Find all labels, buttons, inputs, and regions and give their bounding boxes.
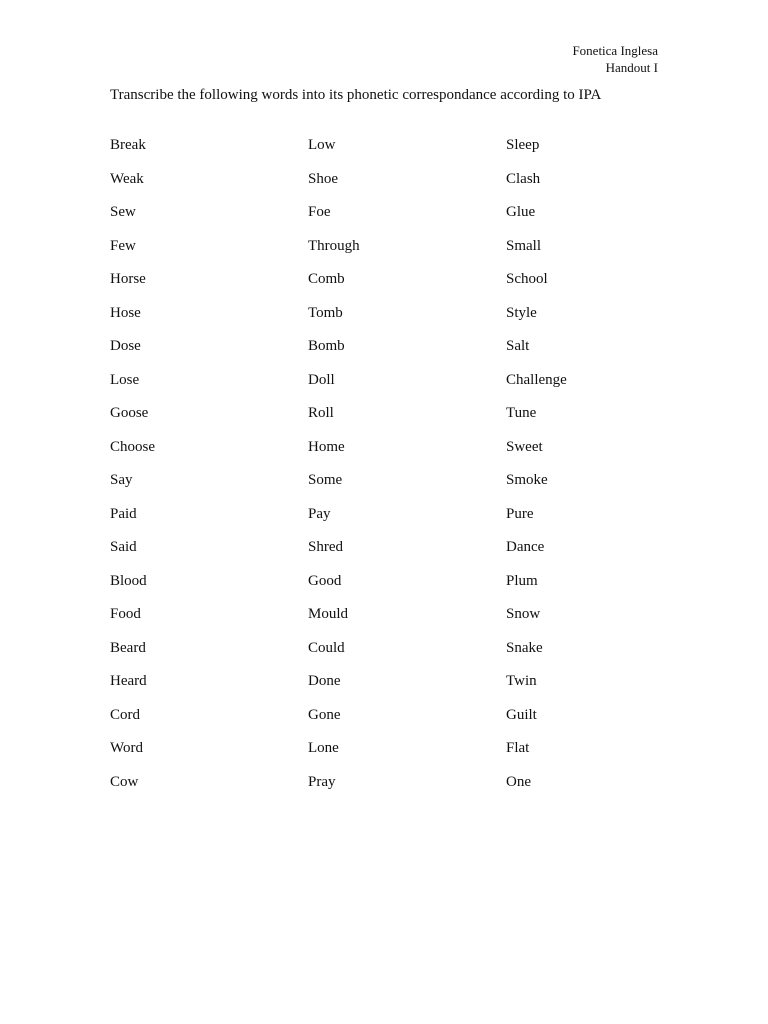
word-item: Lose bbox=[110, 371, 140, 388]
word-item: Small bbox=[506, 237, 542, 254]
word-item: Glue bbox=[506, 204, 536, 220]
word-item: Sweet bbox=[506, 438, 543, 455]
word-item: Sew bbox=[110, 204, 136, 220]
word-item: Plum bbox=[506, 572, 538, 589]
word-item: Pray bbox=[308, 773, 336, 790]
word-item: Done bbox=[308, 673, 341, 689]
page-header bbox=[572, 42, 658, 76]
word-item: Beard bbox=[110, 639, 146, 656]
word-item: Some bbox=[308, 472, 343, 488]
word-item: Few bbox=[110, 237, 136, 254]
word-item: Pure bbox=[506, 505, 534, 522]
word-item: Dance bbox=[506, 539, 545, 555]
word-item: Break bbox=[110, 137, 146, 153]
word-item: Challenge bbox=[506, 371, 567, 388]
word-column-1 bbox=[110, 135, 308, 805]
word-item: Clash bbox=[506, 170, 541, 187]
word-item: Say bbox=[110, 472, 133, 488]
handout-label: Handout I bbox=[605, 60, 658, 75]
word-item: Weak bbox=[110, 170, 144, 187]
word-item: Shred bbox=[308, 539, 343, 555]
word-item: Tomb bbox=[308, 304, 343, 321]
word-item: Snow bbox=[506, 606, 541, 622]
word-item: Goose bbox=[110, 405, 149, 421]
word-item: Paid bbox=[110, 505, 137, 522]
word-item: Style bbox=[506, 304, 537, 321]
word-item: Flat bbox=[506, 740, 530, 756]
word-item: Choose bbox=[110, 438, 155, 455]
word-item: Could bbox=[308, 639, 345, 656]
word-item: Lone bbox=[308, 740, 339, 756]
word-item: Dose bbox=[110, 338, 141, 354]
word-item: Cow bbox=[110, 773, 139, 790]
word-item: Blood bbox=[110, 572, 147, 589]
instruction-text: Transcribe the following words into its phonetic correspondance according to IPA bbox=[110, 87, 602, 103]
word-item: Through bbox=[308, 237, 360, 254]
word-item: Smoke bbox=[506, 472, 548, 488]
word-item: Salt bbox=[506, 338, 530, 354]
word-item: Hose bbox=[110, 304, 141, 321]
word-item: Shoe bbox=[308, 170, 338, 187]
word-column-3 bbox=[506, 135, 670, 805]
word-item: Food bbox=[110, 606, 141, 622]
word-item: Roll bbox=[308, 405, 334, 421]
word-column-2 bbox=[308, 135, 506, 805]
word-item: Pay bbox=[308, 505, 331, 522]
word-item: Doll bbox=[308, 371, 335, 388]
word-item: Word bbox=[110, 740, 143, 756]
word-item: One bbox=[506, 773, 531, 790]
word-item: School bbox=[506, 271, 548, 287]
word-item: Snake bbox=[506, 639, 543, 656]
word-item: Twin bbox=[506, 673, 537, 689]
word-item: Guilt bbox=[506, 706, 537, 723]
word-item: Heard bbox=[110, 673, 147, 689]
word-item: Sleep bbox=[506, 137, 540, 153]
word-item: Bomb bbox=[308, 338, 345, 354]
word-item: Cord bbox=[110, 706, 140, 723]
word-item: Gone bbox=[308, 706, 341, 723]
word-item: Foe bbox=[308, 204, 331, 220]
word-item: Home bbox=[308, 438, 345, 455]
word-item: Said bbox=[110, 539, 137, 555]
word-item: Good bbox=[308, 572, 342, 589]
course-title: Fonetica Inglesa bbox=[572, 43, 658, 58]
word-item: Horse bbox=[110, 271, 146, 287]
word-item: Low bbox=[308, 137, 336, 153]
word-item: Tune bbox=[506, 405, 537, 421]
word-list bbox=[110, 135, 670, 805]
word-item: Mould bbox=[308, 606, 349, 622]
word-item: Comb bbox=[308, 271, 345, 287]
